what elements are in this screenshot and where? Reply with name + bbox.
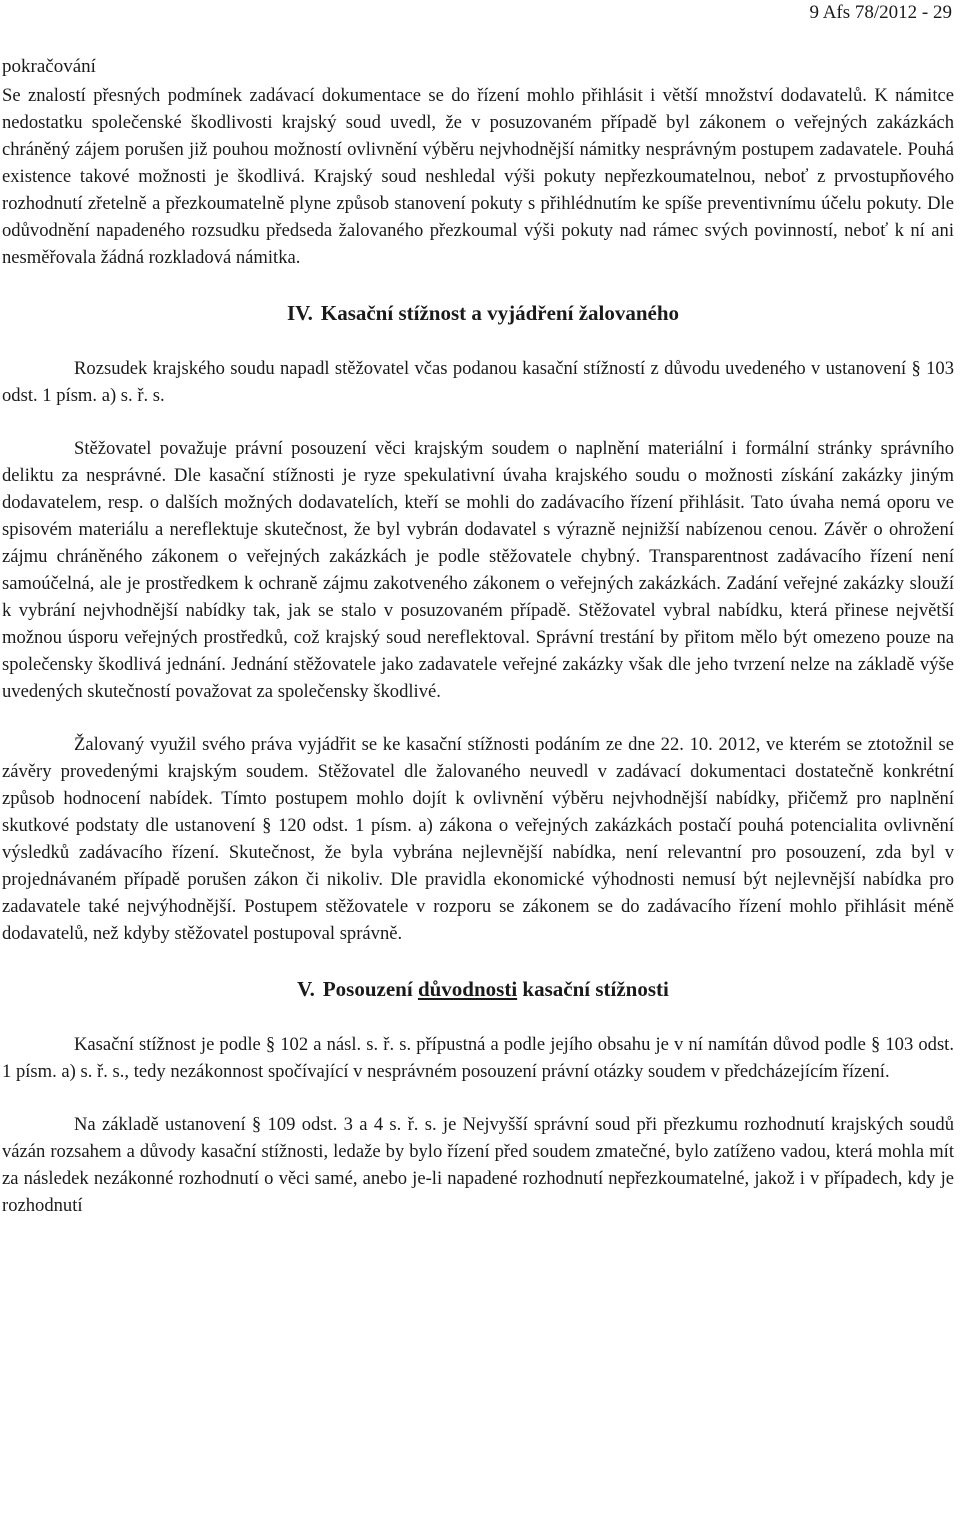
paragraph-cassation-filed: Rozsudek krajského soudu napadl stěžovatel včas podanou kasační stížností z důvodu uvedeného v ustanovení § 103 odst. 1 písm. a) s. ř. s. bbox=[2, 358, 954, 406]
document-body bbox=[2, 82, 954, 1219]
paragraph-review-scope: Na základě ustanovení § 109 odst. 3 a 4 s. ř. s. je Nejvyšší správní soud při přezkumu rozhodnutí krajských soudů vázán rozsahem a důvody kasační stížnosti, ledaže by bylo řízení před soudem zmatečné, bylo zatíženo vadou, která mohla mít za následek nezákonné rozhodnutí o věci samé, anebo je-li napadené rozhodnutí nepřezkoumatelné, jakož i v případech, kdy je rozhodnutí bbox=[2, 1114, 954, 1216]
section-heading-iv bbox=[2, 299, 954, 327]
section-title: Kasační stížnost a vyjádření žalovaného bbox=[320, 301, 680, 325]
paragraph-lower-court-reasoning: Se znalostí přesných podmínek zadávací dokumentace se do řízení mohlo přihlásit i větší množství dodavatelů. K námitce nedostatku společenské škodlivosti krajský soud uvedl, že v posuzovaném případě byl zákonem o veřejných zakázkách chráněný zájem porušen již pouhou možností ovlivnění výběru nejvhodnější námitky nesprávným postupem zadavatele. Pouhá existence takové možnosti je škodlivá. Krajský soud neshledal výši pokuty nepřezkoumatelnou, neboť z prvostupňového rozhodnutí zřetelně a přezkoumatelně plyne způsob stanovení pokuty s přihlédnutím ke spíše preventivnímu účelu pokuty. Dle odůvodnění napadeného rozsudku předseda žalovaného přezkoumal výši pokuty nad rámec svých povinností, neboť k ní ani nesměřovala žádná rozkladová námitka. bbox=[2, 85, 954, 268]
section-numeral: IV. bbox=[286, 301, 313, 325]
continuation-label: pokračování bbox=[2, 56, 96, 77]
paragraph-admissibility: Kasační stížnost je podle § 102 a násl. s. ř. s. přípustná a podle jejího obsahu je v ní namítán důvod podle § 103 odst. 1 písm. a) s. ř. s., tedy nezákonnost spočívající v nesprávném posouzení právní otázky soudem v předcházejícím řízení. bbox=[2, 1034, 954, 1082]
case-reference: 9 Afs 78/2012 - 29 bbox=[809, 2, 952, 23]
paragraph-defendant-response: Žalovaný využil svého práva vyjádřit se ke kasační stížnosti podáním ze dne 22. 10. 2012, ve kterém se ztotožnil se závěry provedenými krajským soudem. Stěžovatel dle žalovaného neuvedl v zadávací dokumentaci dostatečně konkrétní způsob hodnocení nabídek. Tímto postupem mohlo dojít k ovlivnění výběru nejvhodnější nabídky, přičemž pro naplnění skutkové podstaty dle ustanovení § 120 odst. 1 písm. a) zákona o veřejných zakázkách postačí pouhá potencialita ovlivnění výsledků zadávacího řízení. Skutečnost, že byla vybrána nejlevnější nabídka, není relevantní pro posouzení, zda byl v projednávaném případě porušen zákon či nikoliv. Dle pravidla ekonomické výhodnosti nemusí být nejlevnější nabídka pro zadavatele také nejvýhodnější. Postupem stěžovatele v rozporu se zákonem se do zadávacího řízení mohlo přihlásit méně dodavatelů, než kdyby stěžovatel postupoval správně. bbox=[2, 734, 954, 944]
section-title: Posouzení důvodnosti kasační stížnosti bbox=[322, 977, 669, 1001]
section-heading-v bbox=[2, 975, 954, 1003]
section-numeral: V. bbox=[297, 977, 315, 1001]
paragraph-complainant-arguments: Stěžovatel považuje právní posouzení věci krajským soudem o naplnění materiální i formální stránky správního deliktu za nesprávné. Dle kasační stížnosti je ryze spekulativní úvaha krajského soudu o možnosti získání zakázky jiným dodavatelem, resp. o dalších možných dodavatelích, kteří se mohli do zadávacího řízení přihlásit. Tato úvaha nemá oporu ve spisovém materiálu a nereflektuje skutečnost, že byl vybrán dodavatel s výrazně nejnižší nabízenou cenou. Závěr o ohrožení zájmu chráněného zákonem o veřejných zakázkách je podle stěžovatele chybný. Transparentnost zadávacího řízení není samoúčelná, ale je prostředkem k ochraně zájmu zakotveného zákonem o veřejných zakázkách. Zadání veřejné zakázky slouží k vybrání nejvhodnější nabídky tak, jak se stalo v posuzovaném případě. Stěžovatel vybral nabídku, která přinese největší možnou úsporu veřejných prostředků, což krajský soud nereflektoval. Správní trestání by přitom mělo být omezeno pouze na společensky škodlivá jednání. Jednání stěžovatele jako zadavatele veřejné zakázky však dle jeho tvrzení nelze na základě výše uvedených skutečností považovat za společensky škodlivé. bbox=[2, 438, 954, 702]
